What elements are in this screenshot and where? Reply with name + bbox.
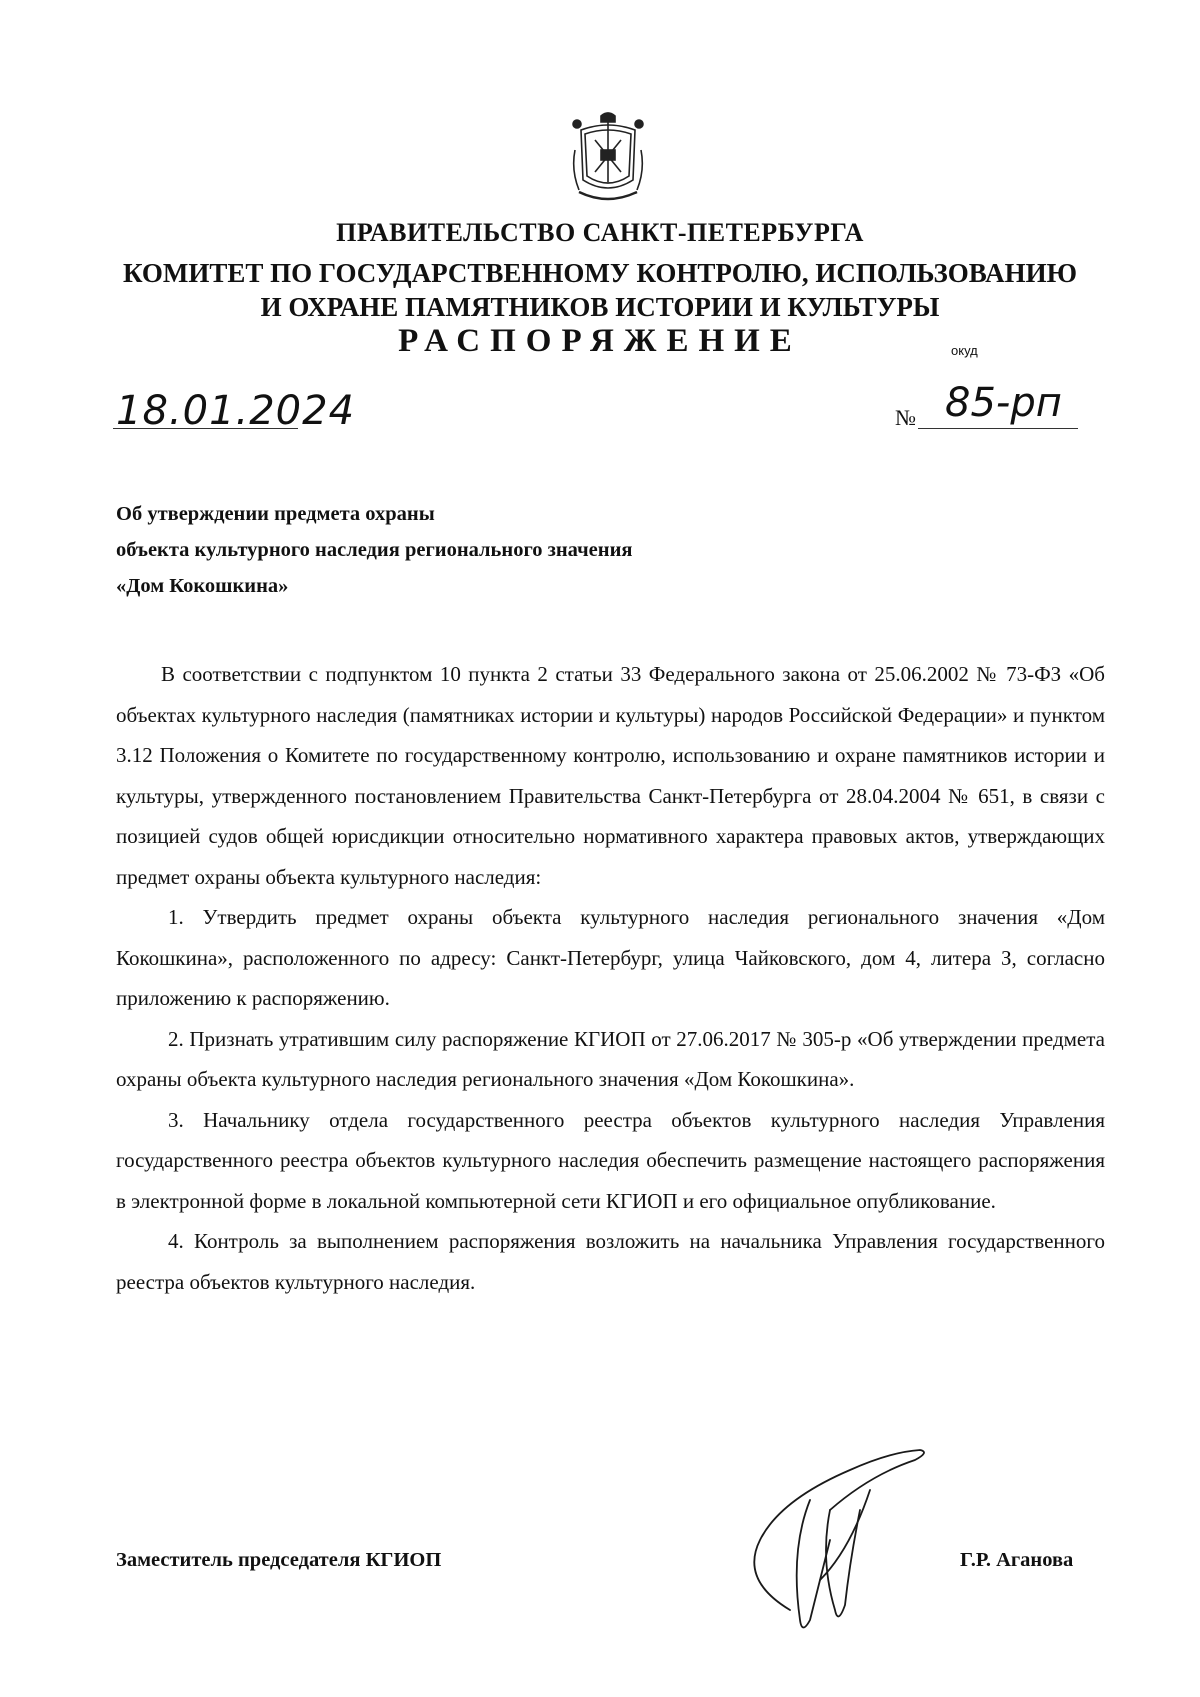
government-name: ПРАВИТЕЛЬСТВО САНКТ-ПЕТЕРБУРГА <box>336 218 864 247</box>
committee-name <box>0 256 1200 324</box>
document-subject <box>116 496 632 604</box>
subject-line: объекта культурного наследия регионального значения <box>116 539 633 561</box>
number-sign: № <box>895 405 916 430</box>
preamble-paragraph: В соответствии с подпунктом 10 пункта 2 статьи 33 Федерального закона от 25.06.2002 № 73-ФЗ «Об объектах культурного наследия (памятниках истории и культуры) народов Российской Федерации» и пунктом 3.12 Положения о Комитете по государственному контролю, использованию и охране памятников истории и культуры, утвержденного постановлением Правительства Санкт-Петербурга от 28.04.2004 № 651, в связи с позицией судов общей юрисдикции относительно нормативного характера правовых актов, утверждающих предмет охраны объекта культурного наследия: <box>116 662 1105 889</box>
order-item-2: 2. Признать утратившим силу распоряжение КГИОП от 27.06.2017 № 305-р «Об утверждении предмета охраны объекта культурного наследия регионального значения «Дом Кокошкина». <box>116 1026 1105 1091</box>
document-number: 85-рп <box>945 380 1062 426</box>
committee-name-line-1: КОМИТЕТ ПО ГОСУДАРСТВЕННОМУ КОНТРОЛЮ, ИСПОЛЬЗОВАНИЮ <box>123 258 1077 288</box>
signature-icon <box>720 1430 940 1640</box>
document-body <box>116 654 1105 1302</box>
subject-line: Об утверждении предмета охраны <box>116 503 435 525</box>
document-date: 18.01.2024 <box>116 388 356 434</box>
signatory-name: Г.Р. Аганова <box>960 1549 1074 1571</box>
subject-line: «Дом Кокошкина» <box>116 575 289 597</box>
committee-name-line-2: И ОХРАНЕ ПАМЯТНИКОВ ИСТОРИИ И КУЛЬТУРЫ <box>260 292 940 322</box>
document-type: РАСПОРЯЖЕНИЕ <box>398 323 802 359</box>
date-underline <box>113 428 298 429</box>
order-item-1: 1. Утвердить предмет охраны объекта культурного наследия регионального значения «Дом Кокошкина», расположенного по адресу: Санкт-Петербург, улица Чайковского, дом 4, литера З, согласно приложению к распоряжению. <box>116 905 1105 1010</box>
order-item-4: 4. Контроль за выполнением распоряжения возложить на начальника Управления государственного реестра объектов культурного наследия. <box>116 1229 1105 1294</box>
number-underline <box>918 428 1078 429</box>
coat-of-arms-icon <box>571 110 645 206</box>
okud-label: окуд <box>951 343 978 358</box>
signatory-title: Заместитель председателя КГИОП <box>116 1549 442 1571</box>
order-item-3: 3. Начальнику отдела государственного реестра объектов культурного наследия Управления государственного реестра объектов культурного наследия обеспечить размещение настоящего распоряжения в электронной форме в локальной компьютерной сети КГИОП и его официальное опубликование. <box>116 1107 1105 1213</box>
